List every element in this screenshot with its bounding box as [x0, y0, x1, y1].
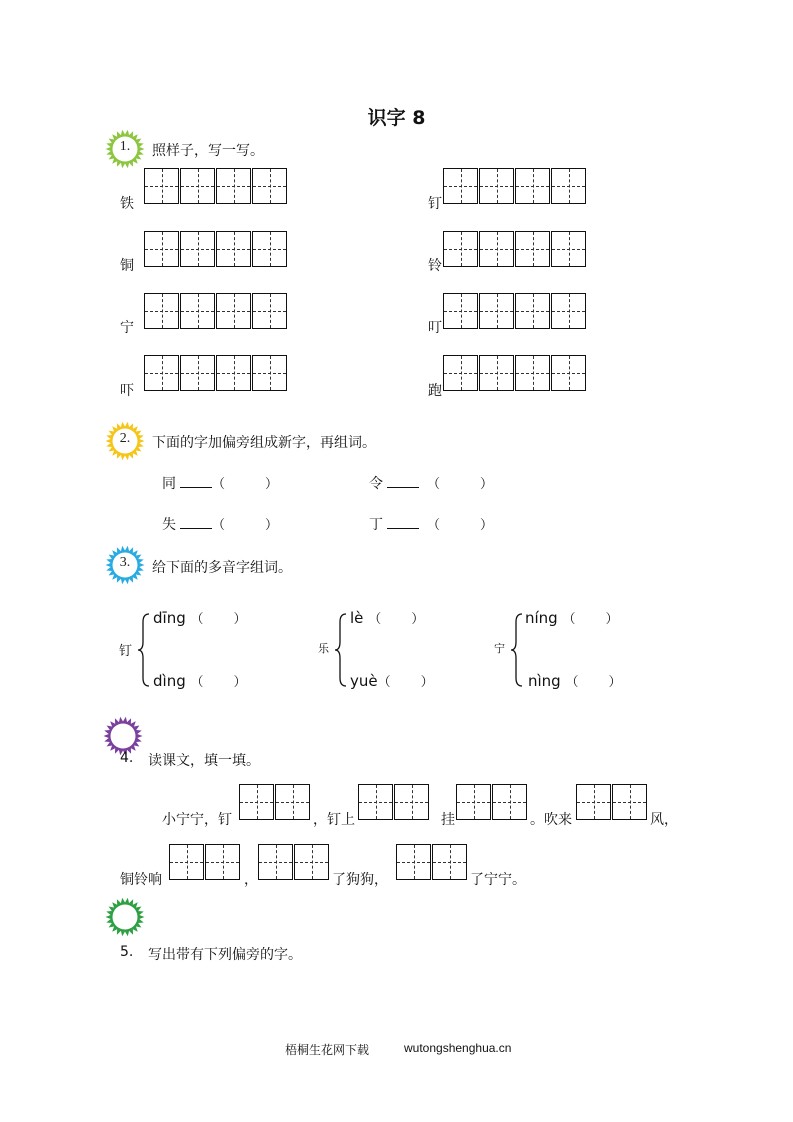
question-number: 3. [119, 555, 131, 570]
writing-grid[interactable] [144, 355, 288, 391]
fill-text: 挂 [441, 812, 455, 828]
pinyin-row [528, 671, 622, 690]
answer-blank[interactable] [387, 473, 419, 488]
writing-grid[interactable] [239, 784, 311, 820]
base-char: 同 [162, 476, 176, 492]
paren-open: （ [212, 477, 226, 492]
paren-open: （ [377, 675, 391, 690]
writing-grid[interactable] [144, 293, 288, 329]
paren-open: （ [565, 675, 579, 690]
word-item [162, 473, 278, 493]
question-number: 2. [119, 431, 131, 446]
paren-close: ） [233, 612, 247, 627]
sample-char: 叮 [428, 320, 442, 336]
paren-close: ） [480, 477, 494, 492]
fill-text: 了狗狗， [332, 872, 388, 888]
sample-char: 吓 [120, 383, 134, 399]
fill-text: 了宁宁。 [470, 872, 526, 888]
footer-source: 梧桐生花网下载 [285, 1043, 370, 1057]
starburst-icon [105, 897, 145, 937]
brace-icon [334, 612, 348, 688]
pinyin: nìng [528, 672, 561, 690]
paren-close: ） [411, 612, 425, 627]
footer-url[interactable]: wutongshenghua.cn [404, 1041, 512, 1055]
writing-grid[interactable] [576, 784, 648, 820]
pinyin: níng [525, 609, 558, 627]
answer-blank[interactable] [180, 473, 212, 488]
paren-close: ） [233, 675, 247, 690]
paren-close: ） [265, 518, 279, 533]
question-number: 1. [119, 139, 131, 154]
pinyin: lè [350, 609, 364, 627]
paren-close: ） [605, 612, 619, 627]
pinyin-row [350, 608, 424, 627]
writing-grid[interactable] [443, 168, 587, 204]
question-1-text: 照样子，写一写。 [152, 143, 264, 159]
writing-grid[interactable] [396, 844, 468, 880]
question-number: 4. [120, 750, 134, 766]
pinyin: dìng [153, 672, 186, 690]
writing-grid[interactable] [358, 784, 430, 820]
fill-text: ， [244, 872, 258, 888]
pinyin-row [153, 608, 247, 627]
fill-text: 小宁宁，钉 [162, 812, 232, 828]
sample-char: 宁 [120, 320, 134, 336]
question-5-text: 写出带有下列偏旁的字。 [148, 947, 302, 963]
question-2-text: 下面的字加偏旁组成新字，再组词。 [152, 435, 376, 451]
paren-close: ） [480, 518, 494, 533]
badge-1 [105, 129, 145, 169]
pinyin: yuè [350, 672, 378, 690]
fill-text: 铜铃响 [120, 872, 162, 888]
badge-3 [105, 545, 145, 585]
badge-2 [105, 421, 145, 461]
word-item [162, 514, 278, 534]
answer-blank[interactable] [180, 514, 212, 529]
sample-char: 钉 [428, 196, 442, 212]
polyphone-char: 钉 [119, 644, 133, 659]
paren-open: （ [427, 518, 441, 533]
question-3-text: 给下面的多音字组词。 [152, 560, 292, 576]
pinyin-row [525, 608, 619, 627]
paren-open: （ [212, 518, 226, 533]
pinyin: dīng [153, 609, 186, 627]
writing-grid[interactable] [144, 231, 288, 267]
writing-grid[interactable] [456, 784, 528, 820]
answer-blank[interactable] [387, 514, 419, 529]
writing-grid[interactable] [169, 844, 241, 880]
sample-char: 铁 [120, 196, 134, 212]
base-char: 令 [369, 476, 383, 492]
paren-open: （ [190, 675, 204, 690]
fill-text: ，钉上 [313, 812, 355, 828]
sample-char: 铜 [120, 258, 134, 274]
base-char: 丁 [369, 517, 383, 533]
fill-text: 。吹来 [530, 812, 572, 828]
writing-grid[interactable] [443, 355, 587, 391]
polyphone-char: 乐 [318, 642, 329, 655]
paren-close: ） [265, 477, 279, 492]
paren-open: （ [190, 612, 204, 627]
brace-icon [510, 612, 524, 688]
paren-close: ） [420, 675, 434, 690]
brace-icon [137, 612, 151, 688]
pinyin-row [153, 671, 247, 690]
writing-grid[interactable] [258, 844, 330, 880]
word-item [369, 473, 493, 493]
sample-char: 铃 [428, 258, 442, 274]
fill-text: 风， [650, 812, 678, 828]
base-char: 失 [162, 517, 176, 533]
question-number: 5. [120, 944, 134, 960]
pinyin-row [350, 671, 434, 690]
writing-grid[interactable] [443, 293, 587, 329]
page-title: 识字 8 [367, 107, 426, 129]
writing-grid[interactable] [443, 231, 587, 267]
badge-5 [105, 897, 145, 937]
paren-open: （ [427, 477, 441, 492]
word-item [369, 514, 493, 534]
question-4-text: 读课文，填一填。 [148, 753, 260, 769]
polyphone-char: 宁 [494, 642, 505, 655]
sample-char: 跑 [428, 383, 442, 399]
paren-open: （ [368, 612, 382, 627]
paren-open: （ [562, 612, 576, 627]
paren-close: ） [608, 675, 622, 690]
writing-grid[interactable] [144, 168, 288, 204]
